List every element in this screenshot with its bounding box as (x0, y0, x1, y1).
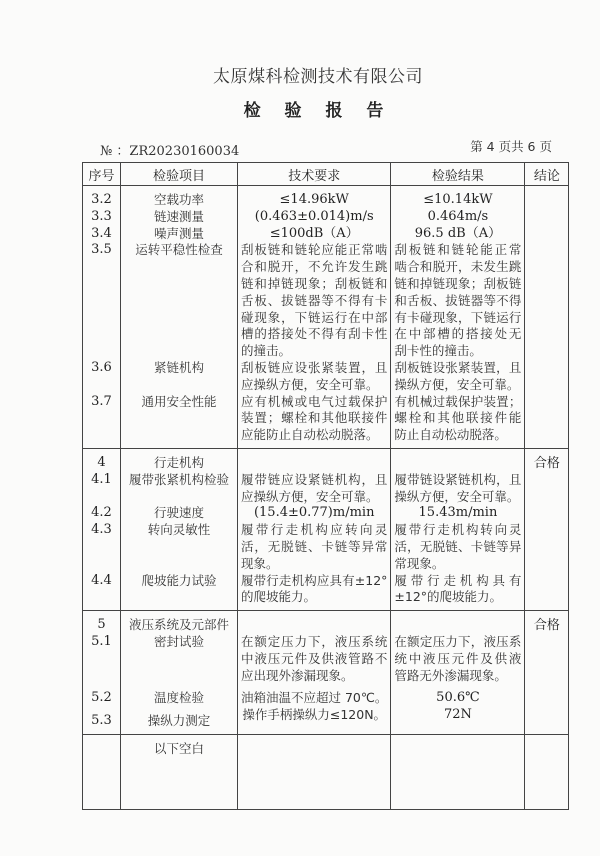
result-line: 刮板链和链轮能正常 (394, 242, 522, 258)
item-name: 温度检验 (153, 690, 204, 706)
requirement-line: 油箱油温不应超过 70℃。 (241, 690, 388, 706)
item-name: 以下空白 (153, 740, 204, 756)
cell-content (238, 735, 390, 762)
conclusion-text: 合格 (533, 455, 560, 471)
cell-content (121, 186, 237, 448)
item-seq: 5.3 (91, 713, 112, 729)
seq-cell (83, 734, 121, 809)
seq-cell (83, 611, 121, 735)
result-line: 管路无外渗漏现象。 (394, 667, 507, 683)
item-seq: 3.2 (91, 192, 112, 207)
cell-content (391, 186, 524, 448)
requirement-line: 在额定压力下，液压系统 (241, 633, 388, 649)
item-seq: 4.2 (91, 505, 112, 521)
seq-block (86, 192, 117, 209)
result-cell (391, 611, 525, 735)
item-block (124, 573, 234, 607)
item-name: 噪声测量 (153, 225, 204, 241)
item-block (124, 455, 234, 472)
cell-content (83, 735, 120, 762)
requirement-line: 应能防止自动松动脱落。 (241, 427, 379, 443)
col-header-item: 检验项目 (121, 163, 238, 186)
item-block (124, 690, 234, 713)
conclusion-cell (525, 448, 569, 610)
requirement-line: ≤100dB（A） (269, 225, 359, 241)
col-header-conclusion: 结论 (525, 163, 569, 186)
requirement-cell (238, 186, 391, 449)
result-line: 有机械过载保护装置； (394, 393, 522, 409)
item-seq: 3.4 (91, 225, 112, 241)
requirement-line: 中液压元件及供液管路不 (241, 650, 388, 666)
item-block (124, 713, 234, 730)
cell-content (391, 611, 524, 728)
table-section-row (83, 734, 569, 809)
inspection-table (82, 162, 569, 810)
requirement-line: 的爬坡能力。 (241, 589, 317, 605)
result-line: 链和掉链现象；刮板链 (394, 275, 522, 291)
requirement-block (241, 455, 387, 472)
seq-block (86, 209, 117, 226)
seq-cell (83, 186, 121, 449)
requirement-line: 合和脱开，不允许发生跳 (241, 259, 388, 275)
result-line: 统中液压元件及供液 (394, 650, 522, 666)
item-name: 链速测量 (153, 208, 204, 224)
result-cell (391, 448, 525, 610)
conclusion-cell (525, 186, 569, 449)
seq-block (86, 617, 117, 634)
requirement-block (241, 394, 387, 444)
result-block (394, 707, 521, 724)
item-cell (121, 186, 238, 449)
seq-block (86, 226, 117, 243)
item-seq: 3.3 (91, 208, 112, 224)
item-block (124, 522, 234, 572)
item-name: 转向灵敏性 (147, 522, 211, 538)
requirement-line: 履带链应设紧链机构，且 (241, 471, 388, 487)
requirement-block (241, 617, 387, 634)
conclusion-text (525, 186, 568, 189)
result-block (394, 741, 521, 758)
requirement-cell (238, 448, 391, 610)
requirement-cell (238, 734, 391, 809)
seq-block (86, 360, 117, 394)
requirement-block (241, 505, 387, 522)
cell-content (238, 611, 390, 728)
item-block (124, 394, 234, 444)
table-header-row (83, 163, 569, 186)
result-block (394, 455, 521, 472)
result-block (394, 242, 521, 360)
item-block (124, 226, 234, 243)
result-block (394, 522, 521, 572)
page-info: 第 4 页共 6 页 (470, 139, 552, 154)
requirement-line: 应有机械或电气过载保护 (241, 393, 388, 409)
item-block (124, 360, 234, 394)
requirement-line: 装置；螺栓和其他联接件 (241, 410, 388, 426)
result-line: 刮卡性的撞击。 (394, 343, 482, 359)
result-line: 72N (443, 707, 472, 723)
seq-block (86, 634, 117, 684)
requirement-line: 碰现象，下链运行在中部 (241, 309, 388, 325)
item-block (124, 209, 234, 226)
requirement-block (241, 472, 387, 506)
requirement-block (241, 634, 387, 684)
requirement-block (241, 209, 387, 226)
item-block (124, 741, 234, 758)
result-line: ±12°的爬坡能力。 (394, 589, 503, 605)
requirement-line: ≤14.96kW (279, 192, 349, 207)
table-section-row (83, 448, 569, 610)
requirement-line: 应操纵方便，安全可靠。 (241, 376, 379, 392)
result-block (394, 472, 521, 506)
requirement-line: 履带行走机构应转向灵 (241, 522, 388, 538)
col-header-requirement: 技术要求 (238, 163, 391, 186)
item-seq: 4.3 (91, 522, 112, 538)
result-line: 履带行走机构具有 (394, 572, 522, 588)
result-line: 和舌板、拔链器等不得 (394, 292, 522, 308)
result-line: ≤10.14kW (423, 192, 493, 207)
item-seq: 5.1 (91, 633, 112, 649)
conclusion-text (525, 735, 568, 738)
requirement-line: (0.463±0.014)m/s (254, 208, 374, 224)
result-line: 在额定压力下，液压系 (394, 633, 522, 649)
requirement-line: 活，无脱链、卡链等异常 (241, 538, 388, 554)
item-seq: 5 (97, 617, 106, 633)
cell-content (83, 186, 120, 448)
col-header-seq: 序号 (83, 163, 121, 186)
requirement-cell (238, 611, 391, 735)
result-block (394, 192, 521, 209)
item-block (124, 505, 234, 522)
result-cell (391, 186, 525, 449)
conclusion-cell (525, 734, 569, 809)
item-name: 履带张紧机构检验 (128, 471, 229, 487)
requirement-line: 链和掉链现象；刮板链和 (241, 275, 388, 291)
requirement-block (241, 707, 387, 724)
cell-content (238, 449, 390, 610)
requirement-block (241, 741, 387, 758)
item-name: 紧链机构 (153, 359, 204, 375)
item-name: 操纵力测定 (147, 713, 211, 729)
requirement-block (241, 573, 387, 607)
result-line: 操纵方便，安全可靠。 (394, 376, 520, 392)
requirement-line: 操作手柄操纵力≤120N。 (242, 707, 387, 723)
result-block (394, 394, 521, 444)
requirement-line: 现象。 (241, 555, 279, 571)
result-block (394, 505, 521, 522)
result-line: 螺栓和其他联接件能 (394, 410, 522, 426)
result-line: 有卡碰现象，下链运行 (394, 309, 522, 325)
cell-content (121, 449, 237, 610)
requirement-line: 刮板链应设张紧装置，且 (241, 359, 388, 375)
conclusion-text: 合格 (533, 618, 560, 634)
result-block (394, 360, 521, 394)
seq-block (86, 505, 117, 522)
item-name: 行走机构 (153, 454, 204, 470)
seq-block (86, 690, 117, 713)
seq-block (86, 522, 117, 572)
result-line: 50.6℃ (436, 690, 480, 706)
result-line: 96.5 dB（A） (414, 225, 502, 241)
result-line: 常现象。 (394, 555, 445, 571)
item-name: 行驶速度 (153, 505, 204, 521)
result-block (394, 634, 521, 684)
result-cell (391, 734, 525, 809)
result-line: 刮板链设张紧装置，且 (394, 359, 522, 375)
requirement-line: (15.4±0.77)m/min (253, 505, 375, 521)
cell-content (391, 735, 524, 762)
result-line: 履带链设紧链机构，且 (394, 471, 522, 487)
company-name: 太原煤科检测技术有限公司 (213, 67, 423, 87)
requirement-line: 刮板链和链轮应能正常啮 (241, 242, 388, 258)
requirement-block (241, 226, 387, 243)
item-name: 液压系统及元部件 (128, 617, 229, 633)
requirement-block (241, 360, 387, 394)
table-section-row (83, 611, 569, 735)
item-block (124, 242, 234, 360)
cell-content (238, 186, 390, 448)
seq-block (86, 741, 117, 758)
item-seq: 4 (97, 454, 106, 470)
item-name: 通用安全性能 (141, 393, 217, 409)
table-section-row (83, 186, 569, 449)
item-cell (121, 448, 238, 610)
item-name: 空载功率 (153, 192, 204, 207)
requirement-line: 应操纵方便，安全可靠。 (241, 488, 379, 504)
cell-content (121, 611, 237, 734)
result-line: 15.43m/min (418, 505, 498, 521)
item-seq (86, 741, 117, 758)
item-seq: 5.2 (91, 690, 112, 706)
item-block (124, 634, 234, 684)
result-line: 活，无脱链、卡链等异 (394, 538, 522, 554)
requirement-block (241, 522, 387, 572)
requirement-line: 槽的搭接处不得有刮卡性 (241, 326, 388, 342)
col-header-result: 检验结果 (391, 163, 525, 186)
requirement-line: 履带行走机构应具有±12° (241, 572, 388, 588)
requirement-line: 应出现外渗漏现象。 (241, 667, 354, 683)
cell-content (391, 449, 524, 610)
requirement-block (241, 192, 387, 209)
seq-block (86, 394, 117, 444)
item-block (124, 617, 234, 634)
item-seq: 4.4 (91, 572, 112, 588)
item-seq: 3.5 (91, 242, 112, 258)
result-block (394, 617, 521, 634)
item-cell (121, 734, 238, 809)
result-line: 履带行走机构转向灵 (394, 522, 522, 538)
result-block (394, 226, 521, 243)
item-seq: 4.1 (91, 471, 112, 487)
requirement-block (241, 690, 387, 707)
report-title: 检 验 报 告 (243, 101, 393, 121)
requirement-line: 的撞击。 (241, 343, 292, 359)
seq-block (86, 573, 117, 607)
seq-block (86, 242, 117, 360)
result-line: 啮合和脱开，未发生跳 (394, 259, 522, 275)
item-seq: 3.7 (91, 393, 112, 409)
item-block (124, 472, 234, 506)
cell-content (121, 735, 237, 762)
cell-content (83, 611, 120, 734)
item-seq: 3.6 (91, 359, 112, 375)
cell-content (83, 449, 120, 610)
report-number: № ：ZR20230160034 (100, 144, 240, 159)
seq-cell (83, 448, 121, 610)
seq-block (86, 455, 117, 472)
conclusion-cell (525, 611, 569, 735)
item-block (124, 192, 234, 209)
result-block (394, 690, 521, 707)
requirement-line: 舌板、拔链器等不得有卡 (241, 292, 388, 308)
requirement-block (241, 242, 387, 360)
item-name: 运转平稳性检查 (135, 242, 223, 258)
item-cell (121, 611, 238, 735)
seq-block (86, 472, 117, 506)
result-line: 0.464m/s (427, 208, 489, 224)
result-block (394, 573, 521, 607)
result-block (394, 209, 521, 226)
item-name: 爬坡能力试验 (141, 572, 217, 588)
result-line: 操纵方便，安全可靠。 (394, 488, 520, 504)
result-line: 在中部槽的搭接处无 (394, 326, 522, 342)
item-name: 密封试验 (153, 633, 204, 649)
result-line: 防止自动松动脱落。 (394, 427, 507, 443)
seq-block (86, 713, 117, 730)
